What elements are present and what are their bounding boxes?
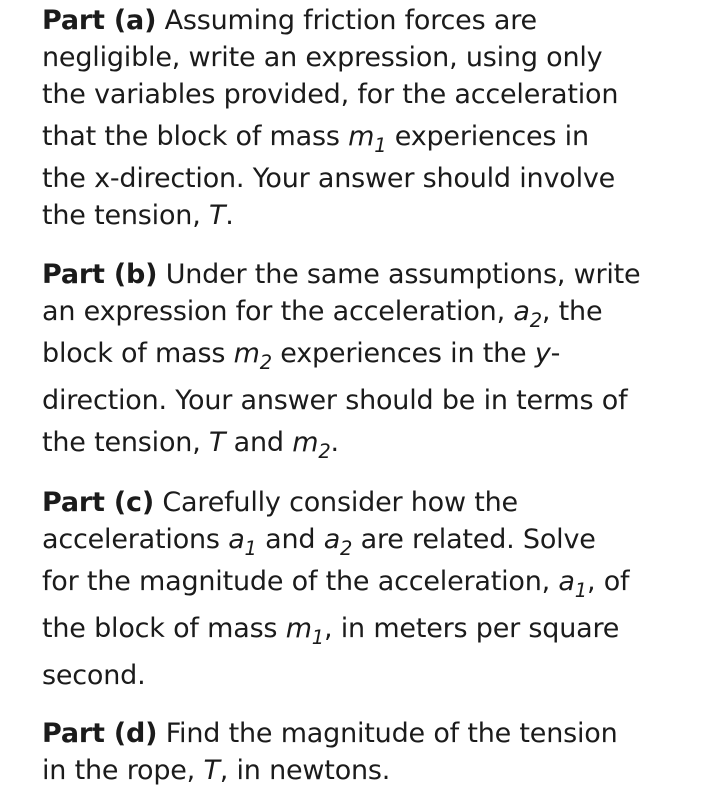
part-a bbox=[42, 2, 674, 234]
part-b-label: Part (b) bbox=[42, 259, 158, 290]
part-d-label: Part (d) bbox=[42, 718, 158, 749]
part-a-line-6: the tension, T. bbox=[42, 200, 234, 231]
variable-m1: $m_1$ bbox=[285, 613, 324, 649]
part-a-line-4: that the block of mass $m_1$ experiences in bbox=[42, 121, 589, 157]
variable-a2: $a_2$ bbox=[323, 524, 353, 560]
part-c-line-3: for the magnitude of the acceleration, $a_1$, of bbox=[42, 566, 630, 602]
part-d bbox=[42, 715, 674, 789]
variable-a1: $a_1$ bbox=[558, 566, 587, 602]
variable-m2: $m_2$ bbox=[233, 338, 272, 374]
part-c-line-2: accelerations $a_1$ and $a_2$ are related. Solve bbox=[42, 524, 596, 560]
variable-m2: $m_2$ bbox=[292, 427, 331, 463]
variable-t: T bbox=[203, 755, 220, 786]
part-b-line-2: an expression for the acceleration, $a_2$, the bbox=[42, 296, 603, 332]
part-a-line-1: Part (a) Assuming friction forces are bbox=[42, 5, 537, 36]
part-c bbox=[42, 484, 674, 699]
part-a-line-2: negligible, write an expression, using only bbox=[42, 42, 603, 73]
variable-a1: $a_1$ bbox=[228, 524, 257, 560]
part-b-line-4: direction. Your answer should be in terms of bbox=[42, 385, 628, 416]
part-b-line-5: the tension, T and $m_2$. bbox=[42, 427, 339, 463]
variable-t: T bbox=[208, 427, 226, 458]
part-d-line-2: in the rope, T, in newtons. bbox=[42, 755, 391, 786]
part-a-line-5: the x-direction. Your answer should involve bbox=[42, 163, 616, 194]
variable-y: y bbox=[534, 338, 551, 369]
part-c-line-1: Part (c) Carefully consider how the bbox=[42, 487, 518, 518]
part-b bbox=[42, 256, 674, 461]
part-c-line-5: second. bbox=[42, 660, 146, 691]
part-d-line-1: Part (d) Find the magnitude of the tension bbox=[42, 718, 618, 749]
part-a-label: Part (a) bbox=[42, 5, 157, 36]
part-b-line-3: block of mass $m_2$ experiences in the y- bbox=[42, 338, 561, 374]
part-a-line-3: the variables provided, for the acceleration bbox=[42, 79, 619, 110]
variable-t: T bbox=[208, 200, 226, 231]
variable-m1: $m_1$ bbox=[348, 121, 387, 157]
variable-a2: $a_2$ bbox=[513, 296, 542, 332]
part-b-line-1: Part (b) Under the same assumptions, write bbox=[42, 259, 641, 290]
part-c-label: Part (c) bbox=[42, 487, 154, 518]
part-c-line-4: the block of mass $m_1$, in meters per square bbox=[42, 613, 620, 649]
